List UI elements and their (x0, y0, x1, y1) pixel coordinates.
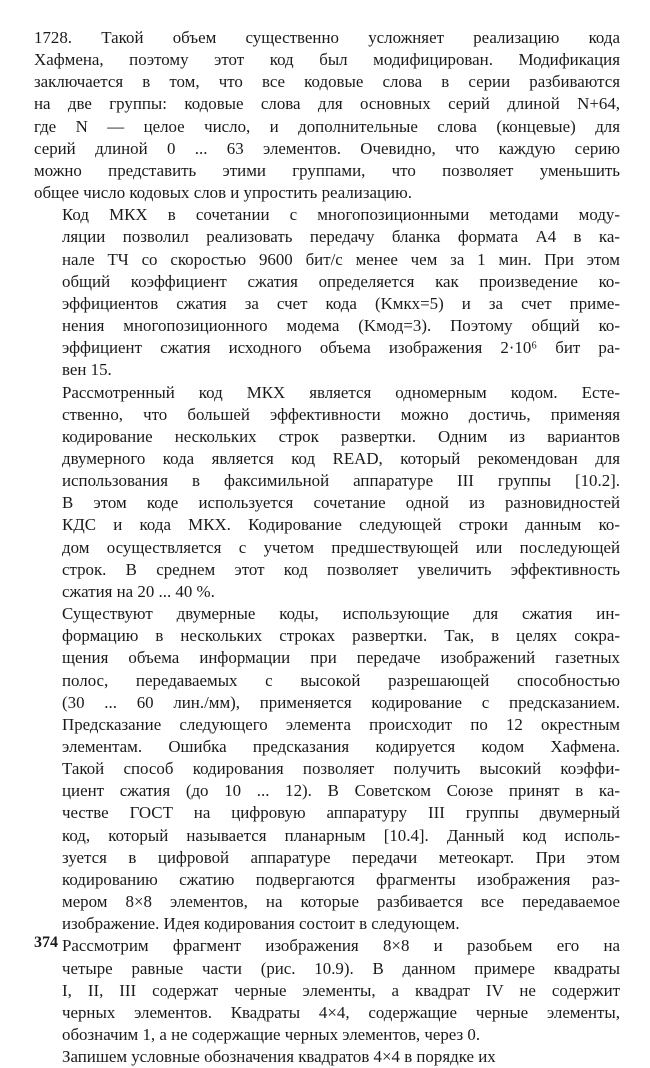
text-line: общий коэффициент сжатия определяется как произведение ко- (62, 271, 620, 291)
text-line: честве ГОСТ на цифровую аппаратуру III группы двумерный (62, 803, 620, 823)
text-line: Существуют двумерные коды, использующие для сжатия ин- (62, 604, 620, 624)
text-line: заключается в том, что все кодовые слова в серии разбиваются (34, 72, 620, 92)
body-text (34, 27, 620, 1068)
text-line: мером 8×8 элементов, на которые разбивается все передаваемое (62, 892, 620, 912)
text-line: Код МКХ в сочетании с многопозиционными методами моду- (62, 205, 620, 225)
text-line: эффициентов сжатия за счет кода (Kмкх=5) и за счет приме- (62, 293, 620, 313)
text-line: ственно, что большей эффективности можно достичь, применяя (62, 404, 620, 424)
paragraph (34, 1046, 620, 1068)
text-line: Предсказание следующего элемента происходит по 12 окрестным (62, 714, 620, 734)
text-line: серий длиной 0 ... 63 элементов. Очевидно, что каждую серию (34, 138, 620, 158)
text-line: ляции позволил реализовать передачу бланка формата А4 в ка- (62, 227, 620, 247)
text-line: эффициент сжатия исходного объема изображения 2·10⁶ бит ра- (62, 338, 620, 358)
paragraph (34, 603, 620, 935)
text-line: четыре равные части (рис. 10.9). В данном примере квадраты (62, 958, 620, 978)
text-line: Рассмотрим фрагмент изображения 8×8 и разобьем его на (62, 936, 620, 956)
text-line: вен 15. (62, 360, 112, 380)
text-line: где N — целое число, и дополнительные слова (концевые) для (34, 116, 620, 136)
text-line: полос, передаваемых с высокой разрешающей способностью (62, 670, 620, 690)
text-line: кодирование нескольких строк развертки. Одним из вариантов (62, 426, 620, 446)
text-line: I, II, III содержат черные элементы, а квадрат IV не содержит (62, 980, 620, 1000)
text-line: Хафмена, поэтому этот код был модифицирован. Модификация (34, 50, 620, 70)
text-line: (30 ... 60 лин./мм), применяется кодирование с предсказанием. (62, 692, 620, 712)
text-line: щения объема информации при передаче изображений газетных (62, 648, 620, 668)
text-line: сжатия на 20 ... 40 %. (62, 581, 215, 601)
text-line: можно представить этими группами, что позволяет уменьшить (34, 160, 620, 180)
text-line: КДС и кода МКХ. Кодирование следующей строки данным ко- (62, 515, 620, 535)
text-line: двумерного кода является код READ, который рекомендован для (62, 448, 620, 468)
text-line: строк. В среднем этот код позволяет увеличить эффективность (62, 559, 620, 579)
paragraph (34, 935, 620, 1046)
text-line: общее число кодовых слов и упростить реализацию. (34, 183, 412, 203)
paragraph (34, 204, 620, 381)
text-line: на две группы: кодовые слова для основных серий длиной N+64, (34, 94, 620, 114)
text-line: код, который называется планарным [10.4]. Данный код исполь- (62, 825, 620, 845)
paragraph (34, 27, 620, 204)
paragraph (34, 382, 620, 604)
text-line: черных элементов. Квадраты 4×4, содержащие черные элементы, (62, 1002, 620, 1022)
text-line: Такой способ кодирования позволяет получить высокий коэффи- (62, 759, 620, 779)
text-line: формацию в нескольких строках развертки. Так, в целях сокра- (62, 626, 620, 646)
text-line: дом осуществляется с учетом предшествующей или последующей (62, 537, 620, 557)
text-line: В этом коде используется сочетание одной из разновидностей (62, 493, 620, 513)
text-line: Запишем условные обозначения квадратов 4×4 в порядке их (62, 1047, 496, 1067)
page-number: 374 (34, 934, 58, 951)
text-line: кодированию сжатию подвергаются фрагменты изображения раз- (62, 869, 620, 889)
text-line: обозначим 1, а не содержащие черных элементов, через 0. (62, 1025, 481, 1045)
text-line: нале ТЧ со скоростью 9600 бит/с менее чем за 1 мин. При этом (62, 249, 620, 269)
text-line: циент сжатия (до 10 ... 12). В Советском Союзе принят в ка- (62, 781, 620, 801)
text-line: Рассмотренный код МКХ является одномерным кодом. Есте- (62, 382, 620, 402)
text-line: 1728. Такой объем существенно усложняет реализацию кода (34, 28, 620, 47)
text-line: нения многопозиционного модема (Kмод=3). Поэтому общий ко- (62, 316, 620, 336)
text-line: использования в факсимильной аппаратуре III группы [10.2]. (62, 471, 620, 491)
text-line: зуется в цифровой аппаратуре передачи метеокарт. При этом (62, 847, 620, 867)
text-line: элементам. Ошибка предсказания кодируется кодом Хафмена. (62, 737, 620, 756)
text-line: изображение. Идея кодирования состоит в следующем. (62, 914, 460, 934)
